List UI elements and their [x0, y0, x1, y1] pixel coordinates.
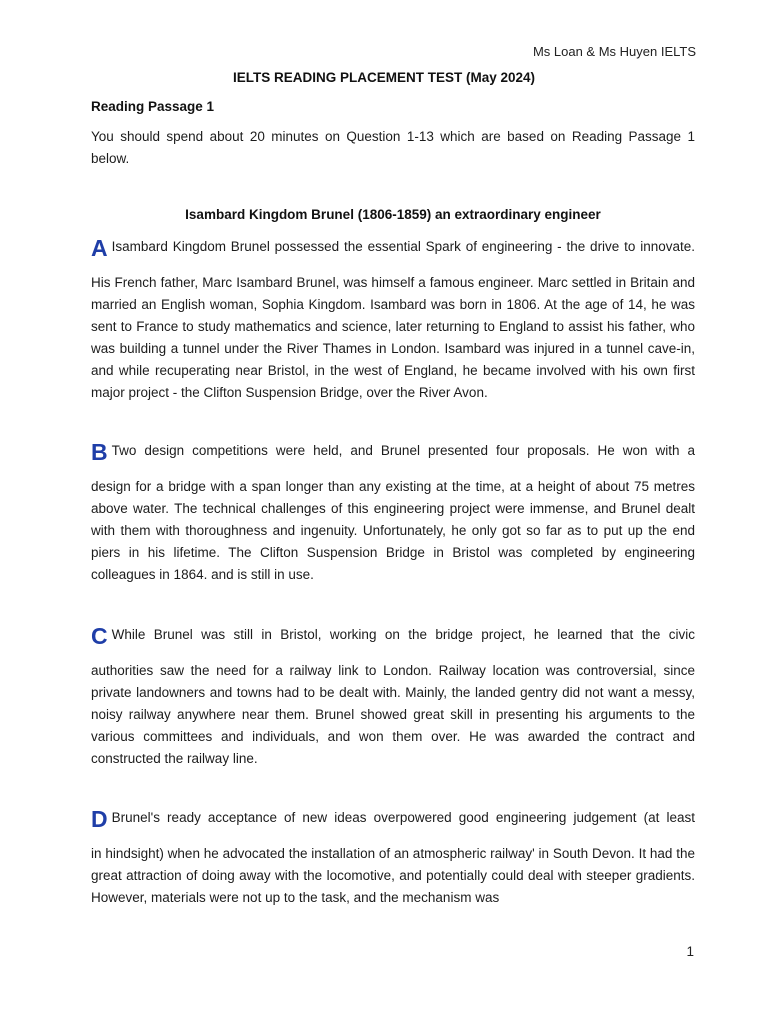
paragraph-letter-a: A: [91, 235, 108, 261]
paragraph-letter-d: D: [91, 806, 108, 832]
paragraph-d-lead: Brunel's ready acceptance of new ideas overpowered good engineering judgement (at least: [111, 810, 695, 825]
page-number: 1: [686, 944, 694, 959]
paragraph-d-body: in hindsight) when he advocated the installation of an atmospheric railway' in South Devon. It had the great attraction of doing away with the locomotive, and potentially could deal with steeper gradients. However, materials were not up to the task, and the mechanism was: [91, 846, 695, 905]
paragraph-c-lead: While Brunel was still in Bristol, working on the bridge project, he learned that the civic: [111, 627, 695, 642]
header-author: Ms Loan & Ms Huyen IELTS: [532, 44, 696, 59]
paragraph-letter-c: C: [91, 623, 108, 649]
paragraph-d-first-line: [91, 807, 695, 830]
paragraph-b-first-line: [91, 440, 695, 463]
paragraph-c-body: authorities saw the need for a railway link to London. Railway location was controversial, since private landowners and towns had to be dealt with. Mainly, the landed gentry did not want a messy, noisy railway anywhere near them. Brunel showed great skill in presenting his arguments to the various committees and individuals, and won them over. He was awarded the contract and constructed the railway line.: [91, 663, 695, 766]
section-instruction: You should spend about 20 minutes on Question 1-13 which are based on Reading Passage 1 below.: [91, 129, 695, 166]
passage-title: Isambard Kingdom Brunel (1806-1859) an extraordinary engineer: [185, 207, 601, 222]
paragraph-b-body: design for a bridge with a span longer than any existing at the time, at a height of about 75 metres above water. The technical challenges of this engineering project were immense, and Brunel dealt with them with thoroughness and ingenuity. Unfortunately, he only got so far as to put up the end piers in his lifetime. The Clifton Suspension Bridge in Bristol was completed by engineering colleagues in 1864. and is still in use.: [91, 479, 695, 582]
paragraph-a-lead: Isambard Kingdom Brunel possessed the essential Spark of engineering - the drive to innovate.: [111, 239, 695, 254]
paragraph-c-first-line: [91, 624, 695, 647]
paragraph-a-body: His French father, Marc Isambard Brunel, was himself a famous engineer. Marc settled in Britain and married an English woman, Sophia Kingdom. Isambard was born in 1806. At the age of 14, he was sent to France to study mathematics and science, later returning to England to assist his father, who was building a tunnel under the River Thames in London. Isambard was injured in a tunnel cave-in, and while recuperating near Bristol, in the west of England, he became involved with his own first major project - the Clifton Suspension Bridge, over the River Avon.: [91, 275, 695, 400]
paragraph-b-lead: Two design competitions were held, and Brunel presented four proposals. He won with a: [111, 443, 695, 458]
paragraph-letter-b: B: [91, 439, 108, 465]
paragraph-a-first-line: [91, 236, 695, 259]
section-label: Reading Passage 1: [91, 99, 215, 114]
document-title: IELTS READING PLACEMENT TEST (May 2024): [232, 70, 536, 85]
